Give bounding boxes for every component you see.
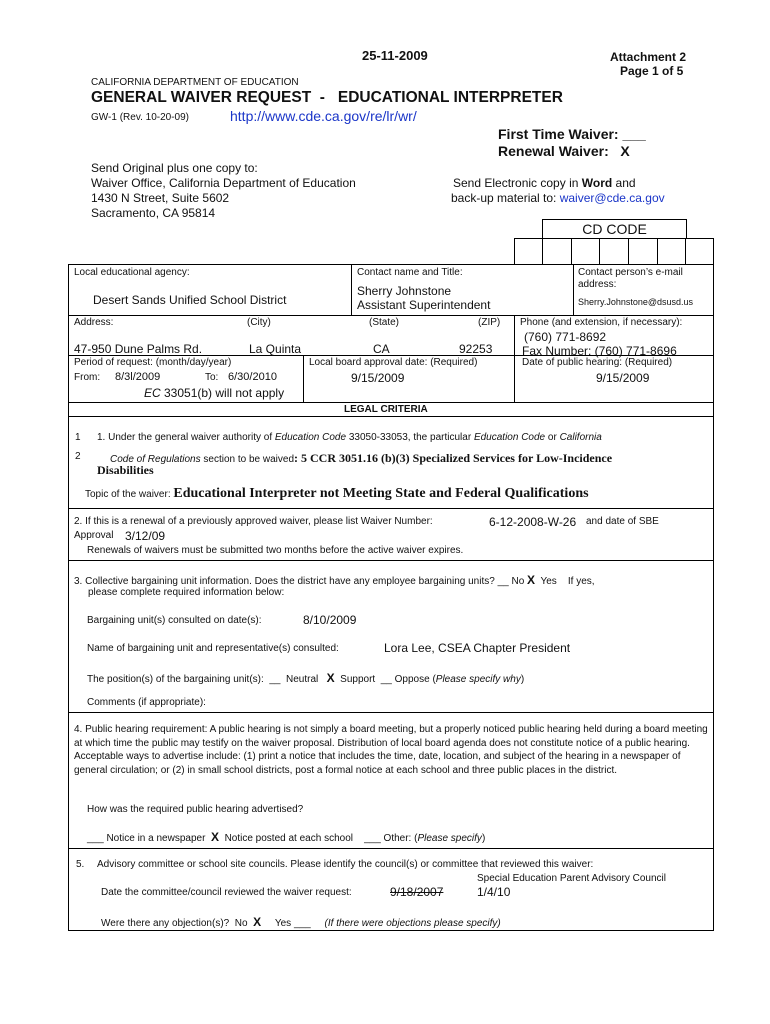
address-city: La Quinta [249, 342, 302, 356]
item3-text: 3. Collective bargaining unit information. Does the district have any employee bargaining units? __ No X Yes If yes, [74, 573, 595, 587]
item5-struck-date: 9/18/2007 [390, 885, 444, 899]
legal-criteria-box [68, 402, 714, 931]
board-approval-date: 9/15/2009 [351, 371, 405, 385]
item4-text: 4. Public hearing requirement: A public hearing is not simply a board meeting, but a properly noticed public hearing held during a board meeting at which time the public may testify on the waiver proposal. Distribution of local board agenda does not constitute notice of a public hearing. Acceptable ways to advertise include: (1) print a notice that includes the time, date, location, and subject of the hearing in a newspaper of general circulation; or (2) in small school districts, post a formal notice at each school and three public places in the district. [74, 724, 708, 776]
cde-waiver-link[interactable]: http://www.cde.ca.gov/re/lr/wr/ [230, 108, 417, 124]
item2-date-label: and date of SBE [586, 516, 659, 527]
ec-note: EC 33051(b) will not apply [144, 386, 285, 400]
contact-name: Sherry Johnstone [357, 284, 452, 298]
item2-approval-date: 3/12/09 [125, 529, 166, 543]
period-from-value: 8/3l/2009 [115, 371, 161, 383]
office-street: 1430 N Street, Suite 5602 [91, 191, 230, 205]
period-label: Period of request: (month/day/year) [74, 357, 232, 368]
contact-email-label: Contact person’s e-mail address: [578, 267, 683, 290]
contact-email-value: Sherry.Johnstone@dsusd.us [578, 297, 694, 307]
lea-label: Local educational agency: [74, 267, 190, 278]
period-to-label: To: [205, 372, 219, 383]
item5-new-date: 1/4/10 [477, 885, 511, 899]
page-title: GENERAL WAIVER REQUEST - EDUCATIONAL INTERPRETER [91, 89, 563, 106]
contact-label: Contact name and Title: [357, 267, 463, 278]
comments-label: Comments (if appropriate): [87, 697, 206, 708]
waiver-email-link[interactable]: waiver@cde.ca.gov [559, 191, 665, 205]
cd-code-cells[interactable] [514, 238, 714, 265]
item3-text2: please complete required information below: [88, 587, 285, 598]
send-electronic: Send Electronic copy in Word and [453, 176, 636, 190]
hearing-date-label: Date of public hearing: (Required) [522, 357, 673, 368]
item2-text: 2. If this is a renewal of a previously approved waiver, please list Waiver Number: [74, 516, 433, 527]
item5-number: 5. [76, 859, 85, 870]
address-label: Address: [74, 317, 114, 328]
item1-number: 1 [75, 432, 81, 443]
item2-waiver-number: 6-12-2008-W-26 [489, 515, 577, 529]
board-approval-label: Local board approval date: (Required) [309, 357, 478, 368]
item1-regulation: Code of Regulations section to be waived: 5 CCR 3051.16 (b)(3) Specialized Services for Low-Incidence [110, 451, 613, 465]
address-zip: 92253 [459, 342, 493, 356]
item1-text: 1. Under the general waiver authority of Education Code 33050-33053, the particular Education Code or California [97, 432, 602, 443]
department-name: CALIFORNIA DEPARTMENT OF EDUCATION [91, 77, 299, 88]
office-city: Sacramento, CA 95814 [91, 206, 216, 220]
period-to-value: 6/30/2010 [228, 371, 277, 383]
hearing-date-value: 9/15/2009 [596, 371, 650, 385]
legal-criteria-heading: LEGAL CRITERIA [344, 404, 428, 415]
phone-label: Phone (and extension, if necessary): [520, 317, 683, 328]
consulted-date: 8/10/2009 [303, 613, 357, 627]
period-from-label: From: [74, 372, 101, 383]
cd-code-header: CD CODE [542, 219, 687, 239]
item2-approval-label: Approval [74, 530, 114, 541]
send-original-label: Send Original plus one copy to: [91, 161, 258, 175]
item2-note: Renewals of waivers must be submitted two months before the active waiver expires. [87, 545, 464, 556]
address-state: CA [373, 342, 390, 356]
item5-text: Advisory committee or school site councils. Please identify the council(s) or committee that reviewed this waiver: [97, 859, 594, 870]
item4-question: How was the required public hearing advertised? [87, 804, 304, 815]
city-label: (City) [247, 317, 271, 328]
lea-value: Desert Sands Unified School District [93, 293, 287, 307]
attachment-label: Attachment 2 [610, 50, 687, 64]
item5-date-label: Date the committee/council reviewed the waiver request: [101, 887, 352, 898]
phone-value: (760) 771-8692 [524, 330, 607, 344]
rep-value: Lora Lee, CSEA Chapter President [384, 641, 571, 655]
address-street: 47-950 Dune Palms Rd. [74, 342, 203, 356]
item5-council: Special Education Parent Advisory Council [477, 873, 666, 884]
consulted-label: Bargaining unit(s) consulted on date(s): [87, 615, 262, 626]
item1-section-cont: Disabilities [97, 463, 154, 477]
first-time-waiver: First Time Waiver: ___ [498, 126, 646, 142]
item5-objections: Were there any objection(s)? No X Yes ___ (If there were objections please specify) [101, 915, 501, 929]
zip-label: (ZIP) [478, 317, 501, 328]
page-number: Page 1 of 5 [620, 64, 684, 78]
waiver-office: Waiver Office, California Department of Education [91, 176, 356, 190]
position-line: The position(s) of the bargaining unit(s): __ Neutral X Support __ Oppose (Please specify why) [87, 671, 525, 685]
item1-number-2: 2 [75, 451, 81, 462]
form-id: GW-1 (Rev. 10-20-09) [91, 112, 189, 123]
contact-title: Assistant Superintendent [357, 298, 491, 312]
state-label: (State) [369, 317, 400, 328]
document-date: 25-11-2009 [362, 48, 428, 63]
backup-material: back-up material to: waiver@cde.ca.gov [451, 191, 665, 205]
topic-line: Topic of the waiver: Educational Interpreter not Meeting State and Federal Qualifications [85, 486, 589, 501]
item4-options: ___ Notice in a newspaper X Notice posted at each school ___ Other: (Please specify) [87, 830, 486, 844]
fax-value: Fax Number: (760) 771-8696 [522, 344, 677, 358]
rep-label: Name of bargaining unit and representative(s) consulted: [87, 643, 339, 654]
renewal-waiver: Renewal Waiver: X [498, 143, 630, 159]
